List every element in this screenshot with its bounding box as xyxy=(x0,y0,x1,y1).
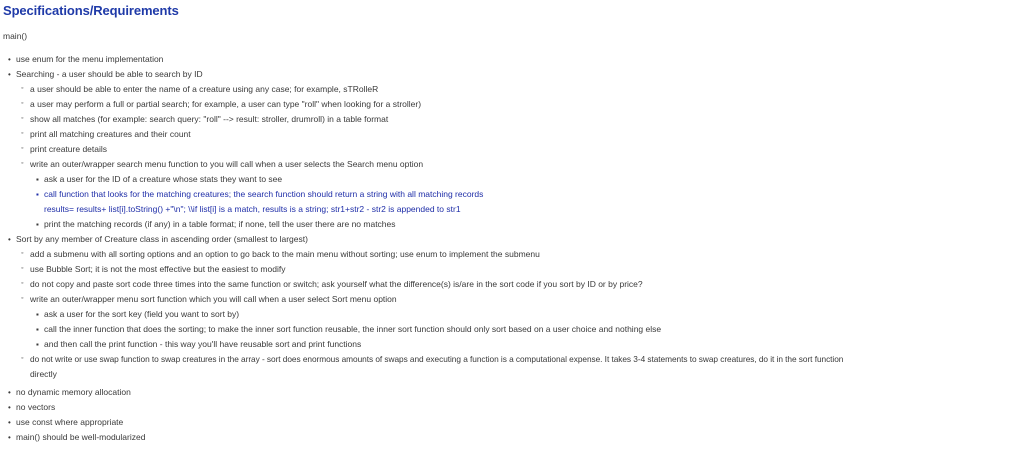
list-item: call function that looks for the matching creatures; the search function should return a string with all matching records xyxy=(44,189,484,199)
circle-bullet-icon: ◦ xyxy=(21,280,24,287)
list-item: ask a user for the sort key (field you want to sort by) xyxy=(44,309,240,319)
list-item: do not write or use swap function to swap creatures in the array - sort does enormous amounts of swaps and executing a function is a computational expense. It takes 3-4 statements to swap creatures, do it in the sort function xyxy=(30,354,844,364)
circle-bullet-icon: ◦ xyxy=(21,160,24,167)
list-item: and then call the print function - this way you'll have reusable sort and print functions xyxy=(44,339,362,349)
list-item: use Bubble Sort; it is not the most effective but the easiest to modify xyxy=(30,264,286,274)
list-item: Searching - a user should be able to search by ID xyxy=(16,69,203,79)
bullet-icon: • xyxy=(8,70,11,79)
code-snippet: results= results+ list[i].toString() +"\n"; \\if list[i] is a match, results is a string; str1+str2 - str2 is appended to str1 xyxy=(44,204,461,214)
list-item: print the matching records (if any) in a table format; if none, tell the user there are no matches xyxy=(44,219,396,229)
bullet-icon: • xyxy=(8,403,11,412)
bullet-icon: • xyxy=(8,433,11,442)
circle-bullet-icon: ◦ xyxy=(21,130,24,137)
circle-bullet-icon: ◦ xyxy=(21,100,24,107)
bullet-icon: • xyxy=(8,418,11,427)
bullet-icon: • xyxy=(8,235,11,244)
list-item: Sort by any member of Creature class in ascending order (smallest to largest) xyxy=(16,234,308,244)
list-item: no dynamic memory allocation xyxy=(16,387,131,397)
section-heading-main: main() xyxy=(3,31,28,41)
list-item: main() should be well-modularized xyxy=(16,432,146,442)
circle-bullet-icon: ◦ xyxy=(21,355,24,362)
circle-bullet-icon: ◦ xyxy=(21,85,24,92)
page-title: Specifications/Requirements xyxy=(3,3,179,18)
list-item: print creature details xyxy=(30,144,108,154)
square-bullet-icon: ▪ xyxy=(36,220,39,229)
square-bullet-icon: ▪ xyxy=(36,340,39,349)
list-item: a user should be able to enter the name of a creature using any case; for example, sTRolleR xyxy=(30,84,379,94)
list-item: call the inner function that does the sorting; to make the inner sort function reusable, the inner sort function should only sort based on a user choice and nothing else xyxy=(44,324,662,334)
circle-bullet-icon: ◦ xyxy=(21,265,24,272)
square-bullet-icon: ▪ xyxy=(36,175,39,184)
circle-bullet-icon: ◦ xyxy=(21,145,24,152)
bullet-icon: • xyxy=(8,388,11,397)
list-item: a user may perform a full or partial search; for example, a user can type "roll" when looking for a stroller) xyxy=(30,99,422,109)
list-item-continuation: directly xyxy=(30,369,57,379)
bullet-icon: • xyxy=(8,55,11,64)
square-bullet-icon: ▪ xyxy=(36,310,39,319)
list-item: write an outer/wrapper menu sort function which you will call when a user select Sort menu option xyxy=(30,294,397,304)
circle-bullet-icon: ◦ xyxy=(21,250,24,257)
square-bullet-icon: ▪ xyxy=(36,190,39,199)
square-bullet-icon: ▪ xyxy=(36,325,39,334)
list-item: write an outer/wrapper search menu function to you will call when a user selects the Search menu option xyxy=(30,159,424,169)
list-item: no vectors xyxy=(16,402,56,412)
list-item: print all matching creatures and their count xyxy=(30,129,191,139)
list-item: ask a user for the ID of a creature whose stats they want to see xyxy=(44,174,283,184)
circle-bullet-icon: ◦ xyxy=(21,115,24,122)
list-item: show all matches (for example: search query: "roll" --> result: stroller, drumroll) in a table format xyxy=(30,114,389,124)
list-item: do not copy and paste sort code three times into the same function or switch; ask yourself what the difference(s) is/are in the sort code if you sort by ID or by price? xyxy=(30,279,643,289)
list-item: add a submenu with all sorting options and an option to go back to the main menu without sorting; use enum to implement the submenu xyxy=(30,249,540,259)
list-item: use const where appropriate xyxy=(16,417,124,427)
list-item: use enum for the menu implementation xyxy=(16,54,164,64)
circle-bullet-icon: ◦ xyxy=(21,295,24,302)
